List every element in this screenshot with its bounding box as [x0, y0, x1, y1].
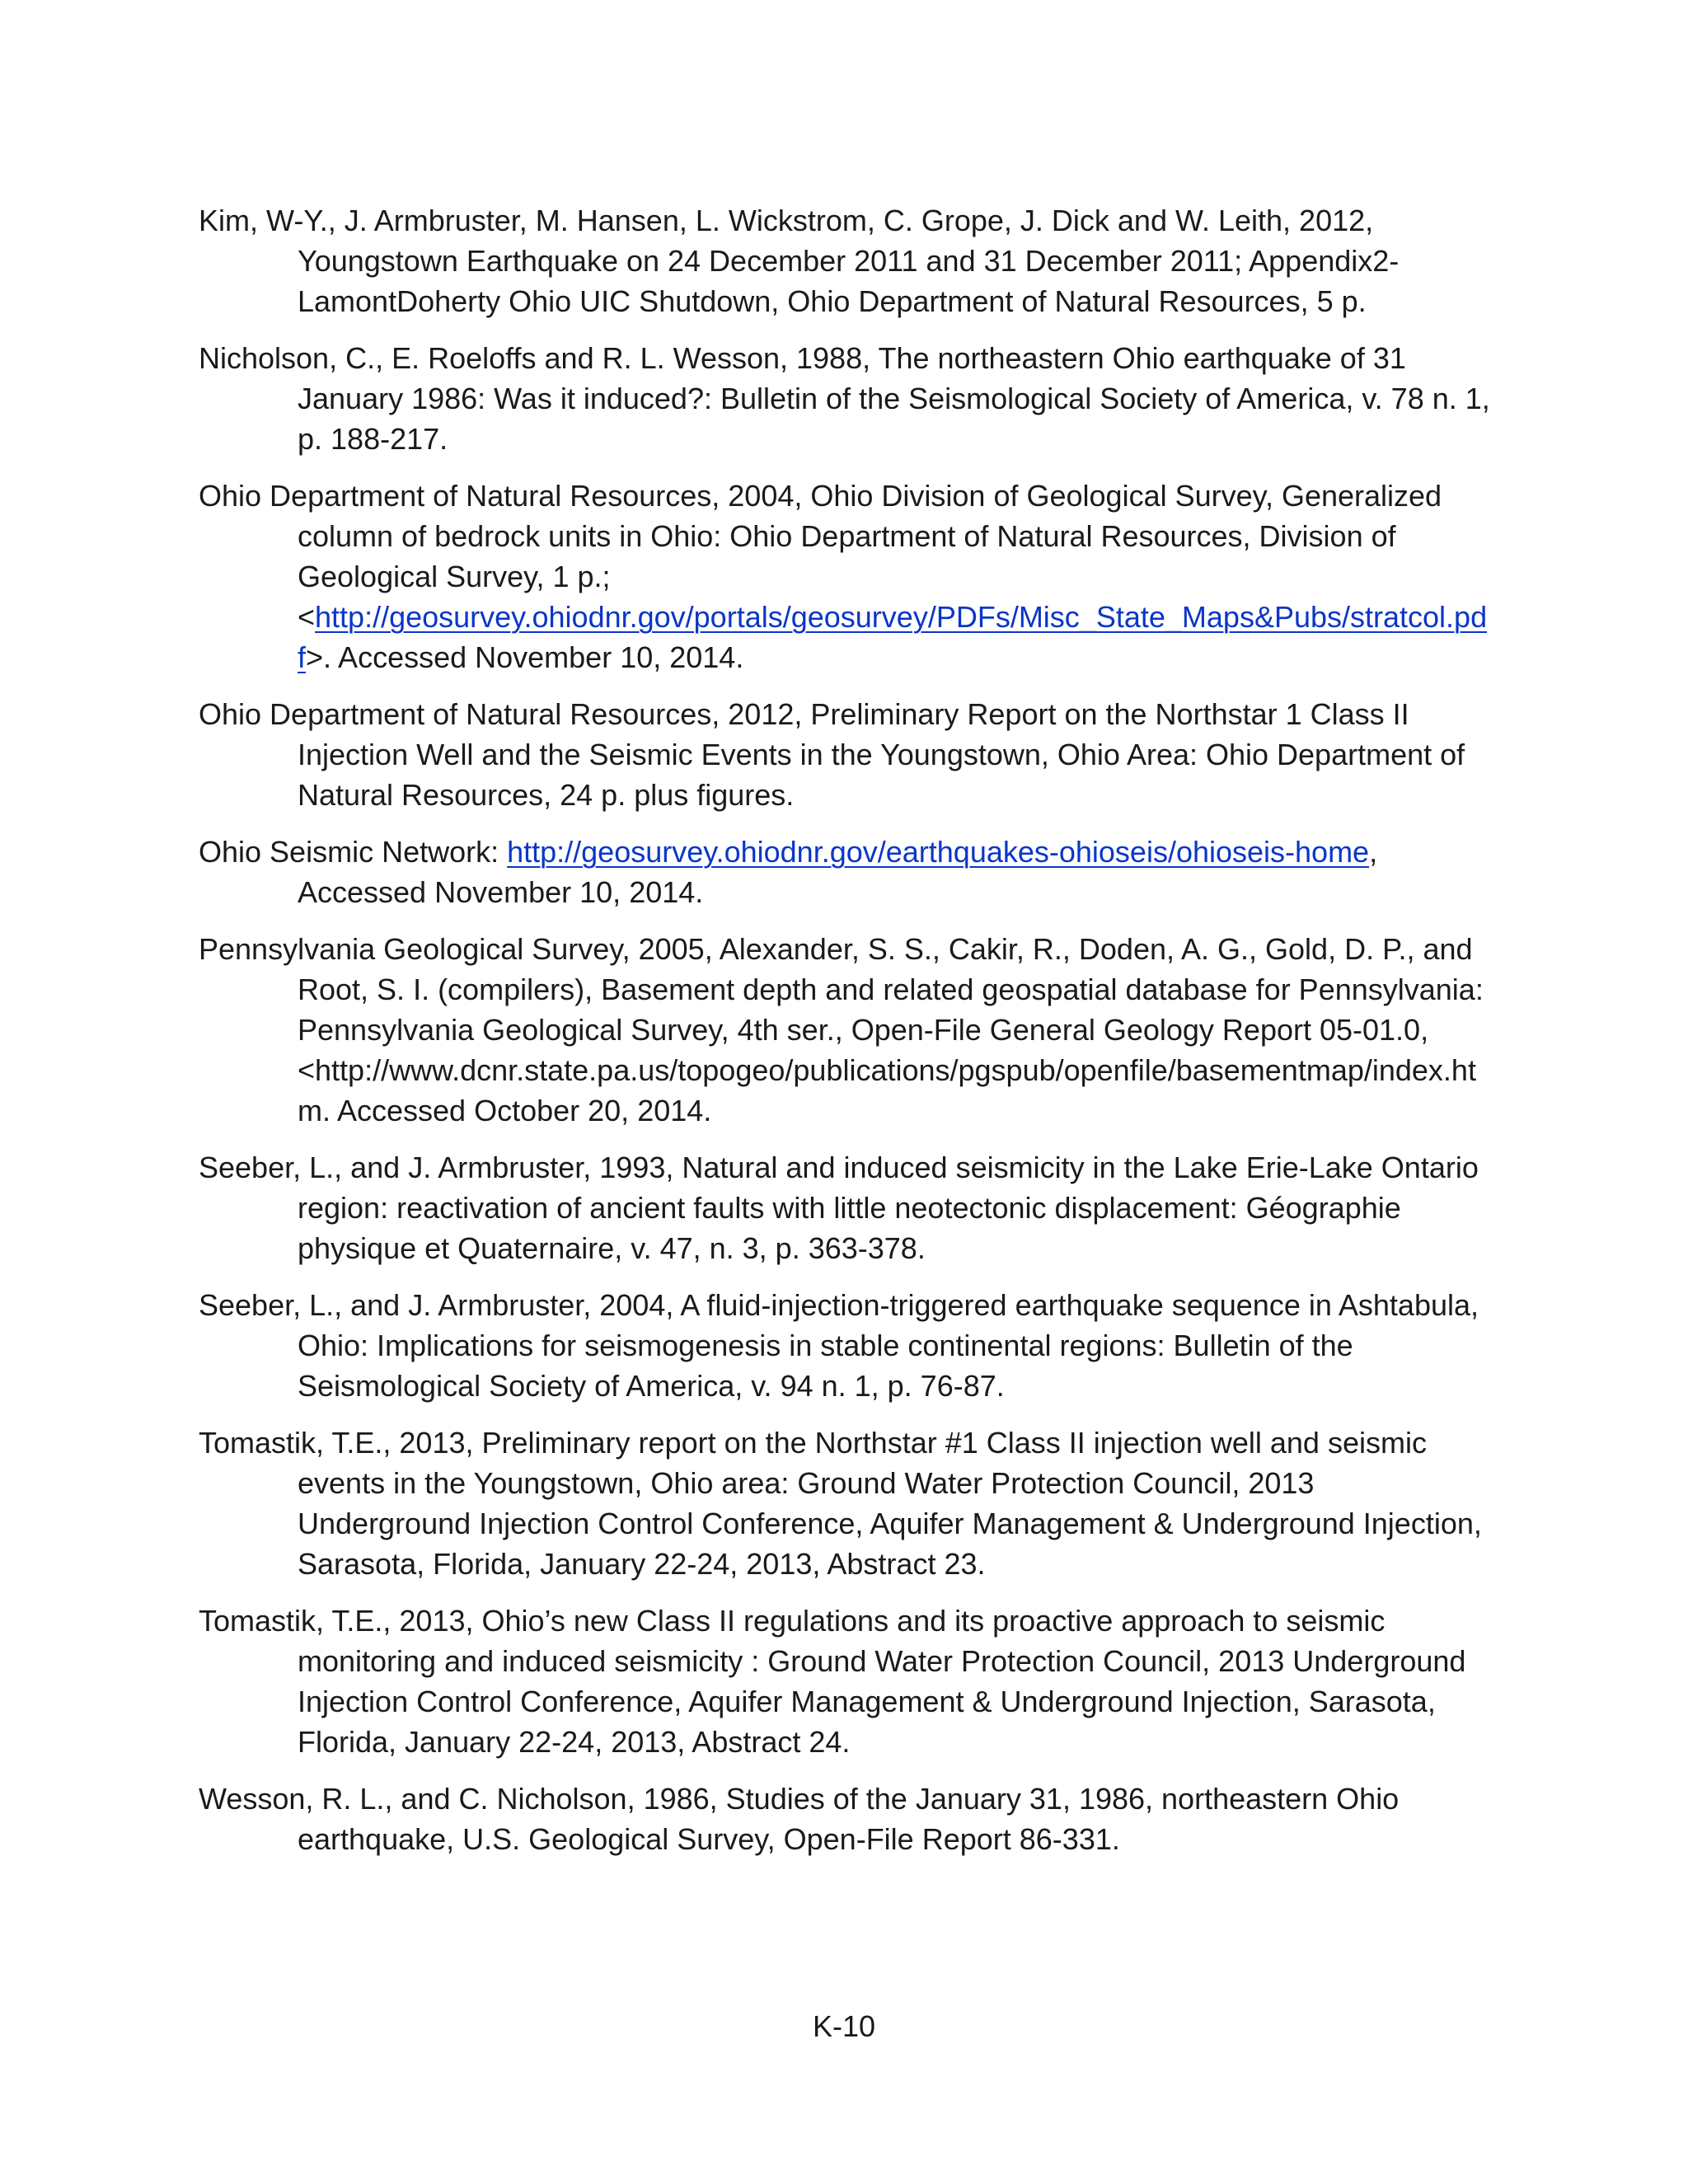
- reference-text: Wesson, R. L., and C. Nicholson, 1986, Studies of the January 31, 1986, northeastern Ohio earthquake, U.S. Geological Survey, Open-File Report 86-331.: [199, 1782, 1400, 1856]
- reference-list: [199, 200, 1493, 1876]
- reference-tomastik-2013-a: [199, 1422, 1493, 1584]
- reference-ohio-seismic-network: [199, 832, 1493, 912]
- reference-kim-2012: [199, 200, 1493, 321]
- reference-seeber-2004: [199, 1285, 1493, 1406]
- reference-text: Kim, W-Y., J. Armbruster, M. Hansen, L. Wickstrom, C. Grope, J. Dick and W. Leith, 2012, Youngstown Earthquake on 24 December 2011 and 31 December 2011; Appendix2-LamontDoherty Ohio UIC Shutdown, Ohio Department of Natural Resources, 5 p.: [199, 204, 1400, 318]
- reference-odnr-2004: [199, 476, 1493, 677]
- reference-seeber-1993: [199, 1147, 1493, 1268]
- stratcol-pdf-link[interactable]: http://geosurvey.ohiodnr.gov/portals/geosurvey/PDFs/Misc_State_Maps&Pubs/stratcol.pdf: [298, 600, 1488, 674]
- reference-text: Pennsylvania Geological Survey, 2005, Alexander, S. S., Cakir, R., Doden, A. G., Gold, D. P., and Root, S. I. (compilers), Basement depth and related geospatial database for Pennsylvania: Pennsylvania Geological Survey, 4th ser., Open-File General Geology Report 05-01.0, <http://www.dcnr.state.pa.us/topogeo/publications/pgspub/openfile/basementmap/index.htm. Accessed October 20, 2014.: [199, 932, 1484, 1127]
- reference-text-suffix: >. Accessed November 10, 2014.: [306, 640, 744, 674]
- ohioseis-home-link[interactable]: http://geosurvey.ohiodnr.gov/earthquakes-ohioseis/ohioseis-home: [507, 835, 1370, 869]
- reference-nicholson-1988: [199, 338, 1493, 459]
- reference-text: Ohio Department of Natural Resources, 2012, Preliminary Report on the Northstar 1 Class II Injection Well and the Seismic Events in the Youngstown, Ohio Area: Ohio Department of Natural Resources, 24 p. plus figures.: [199, 697, 1465, 812]
- reference-pa-geological-survey-2005: [199, 929, 1493, 1131]
- reference-odnr-2012: [199, 694, 1493, 815]
- reference-text: Ohio Department of Natural Resources, 2004, Ohio Division of Geological Survey, Generalized column of bedrock units in Ohio: Ohio Department of Natural Resources, Division of Geological Survey, 1 p.; <: [199, 479, 1442, 634]
- reference-text: Nicholson, C., E. Roeloffs and R. L. Wesson, 1988, The northeastern Ohio earthquake of 31 January 1986: Was it induced?: Bulletin of the Seismological Society of America, v. 78 n. 1, p. 188-217.: [199, 341, 1490, 456]
- reference-text: Ohio Seismic Network:: [199, 835, 508, 869]
- reference-text: Seeber, L., and J. Armbruster, 1993, Natural and induced seismicity in the Lake Erie-Lake Ontario region: reactivation of ancient faults with little neotectonic displacement: Géographie physique et Quaternaire, v. 47, n. 3, p. 363-378.: [199, 1151, 1479, 1265]
- reference-wesson-1986: [199, 1779, 1493, 1859]
- reference-text: Tomastik, T.E., 2013, Preliminary report on the Northstar #1 Class II injection well and seismic events in the Youngstown, Ohio area: Ground Water Protection Council, 2013 Underground Injection Control Conference, Aquifer Management & Underground Injection, Sarasota, Florida, January 22-24, 2013, Abstract 23.: [199, 1426, 1482, 1581]
- page-number: K-10: [812, 2009, 876, 2043]
- reference-tomastik-2013-b: [199, 1601, 1493, 1762]
- reference-text-suffix: , Accessed November 10, 2014.: [298, 835, 1378, 909]
- reference-text: Seeber, L., and J. Armbruster, 2004, A fluid-injection-triggered earthquake sequence in Ashtabula, Ohio: Implications for seismogenesis in stable continental regions: Bulletin of the Seismological Society of America, v. 94 n. 1, p. 76-87.: [199, 1288, 1479, 1403]
- reference-text: Tomastik, T.E., 2013, Ohio’s new Class II regulations and its proactive approach to seismic monitoring and induced seismicity : Ground Water Protection Council, 2013 Underground Injection Control Conference, Aquifer Management & Underground Injection, Sarasota, Florida, January 22-24, 2013, Abstract 24.: [199, 1604, 1466, 1759]
